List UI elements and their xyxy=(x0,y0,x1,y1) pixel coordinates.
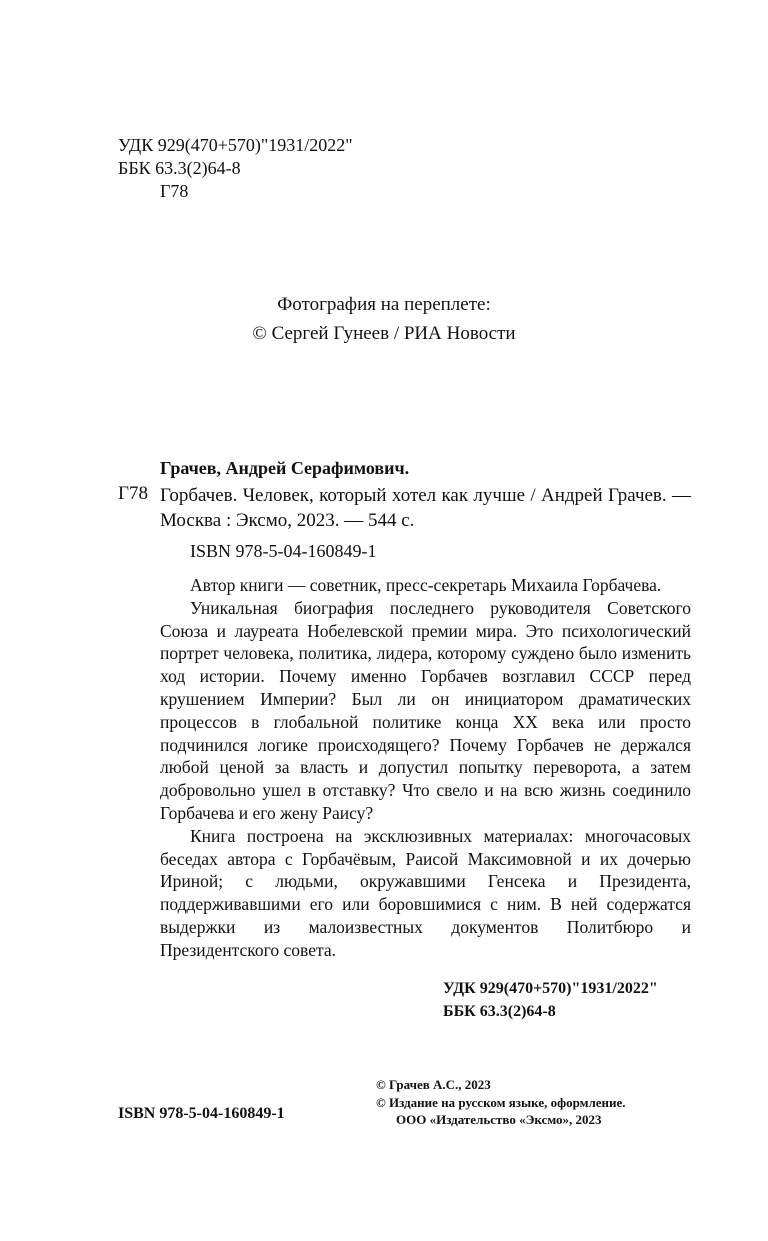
copyright-author: © Грачев А.С., 2023 xyxy=(376,1077,491,1092)
copyright-block xyxy=(376,1076,626,1129)
annotation xyxy=(160,574,691,962)
classification-block-top xyxy=(118,134,353,203)
classification-block-bottom xyxy=(443,977,658,1023)
bibliographic-title: Горбачев. Человек, который хотел как лучше / Андрей Грачев. — Москва : Эксмо, 2023. — 544 с. xyxy=(160,485,691,531)
copyright-publisher: ООО «Издательство «Эксмо», 2023 xyxy=(396,1112,602,1127)
udk-code-bottom: УДК 929(470+570)"1931/2022" xyxy=(443,980,658,997)
isbn-bottom: ISBN 978-5-04-160849-1 xyxy=(118,1105,285,1122)
bbk-code: ББК 63.3(2)64-8 xyxy=(118,158,241,178)
author-sign: Г78 xyxy=(160,181,189,201)
author-sign-code: Г78 xyxy=(118,483,148,504)
udk-code: УДК 929(470+570)"1931/2022" xyxy=(118,135,353,155)
copyright-edition: © Издание на русском языке, оформление. xyxy=(376,1094,626,1110)
bbk-code-bottom: ББК 63.3(2)64-8 xyxy=(443,1003,556,1020)
author-heading: Грачев, Андрей Серафимович. xyxy=(160,458,410,478)
cover-photo-credit xyxy=(0,290,768,348)
cover-photo-label: Фотография на переплете: xyxy=(277,294,491,315)
isbn-entry: ISBN 978-5-04-160849-1 xyxy=(190,541,377,561)
annotation-paragraph: Книга построена на эксклюзивных материалах: многочасовых беседах автора с Горбачёвым, Раисой Максимовной и их дочерью Ириной; с людьми, окружавшими Генсека и Президента, поддерживавшими его или боровшимися с ним. В ней содержатся выдержки из малоизвестных документов Политбюро и Президентского совета. xyxy=(160,825,691,960)
annotation-paragraph: Уникальная биография последнего руководителя Советского Союза и лауреата Нобелевской премии мира. Это психологический портрет человека, политика, лидера, которому суждено было изменить ход истории. Почему именно Горбачев возглавил СССР перед крушением Империи? Был ли он инициатором драматических процессов в глобальной политике конца XX века или просто подчинился логике происходящего? Почему Горбачев не держался любой ценой за власть и допустил попытку переворота, а затем добровольно ушел в отставку? Что свело и на всю жизнь соединило Горбачева и его жену Раису? xyxy=(160,597,691,823)
annotation-paragraph: Автор книги — советник, пресс-секретарь Михаила Горбачева. xyxy=(190,575,662,595)
cover-photo-copyright: © Сергей Гунеев / РИА Новости xyxy=(252,323,516,344)
